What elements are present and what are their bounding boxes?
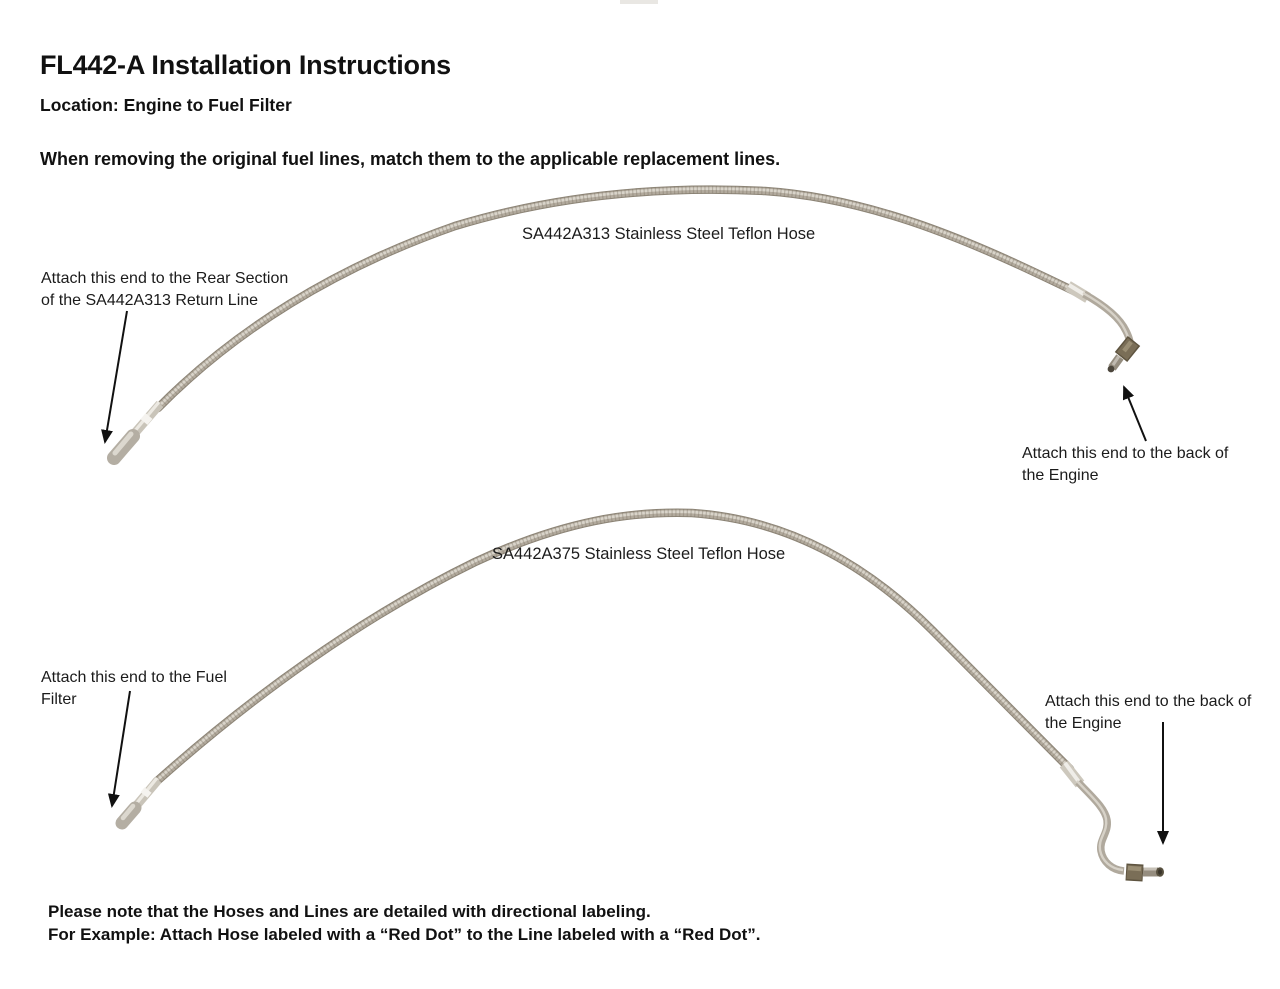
hose2-left-fitting-band	[144, 790, 148, 795]
hose2-bent-tube	[1078, 782, 1124, 871]
directional-labeling-note-line1: Please note that the Hoses and Lines are detailed with directional labeling.	[48, 902, 651, 921]
hose2-left-fitting	[122, 778, 158, 823]
hose1-bent-tube	[1084, 294, 1130, 349]
hose1-tip-opening	[1108, 366, 1115, 373]
hose2-left-annotation	[41, 667, 227, 710]
hose2-right-fitting	[1064, 763, 1164, 877]
hose1-left-fitting	[114, 402, 160, 458]
hose2-brass-nut	[1127, 872, 1142, 873]
hose1-right-annotation-line1: Attach this end to the back of	[1022, 445, 1229, 462]
hose1-left-annotation-line2: of the SA442A313 Return Line	[41, 291, 259, 309]
hose2-brass-nut-highlight	[1128, 868, 1141, 869]
location-subtitle: Location: Engine to Fuel Filter	[40, 95, 292, 115]
hose1-left-annotation-line1: Attach this end to the Rear Section	[41, 270, 289, 287]
page-title: FL442-A Installation Instructions	[40, 50, 451, 80]
hose2-tip-opening-inner	[1158, 869, 1162, 874]
directional-labeling-note-line2: For Example: Attach Hose labeled with a “Red Dot” to the Line labeled with a “Red Dot”.	[48, 925, 761, 944]
hose1-left-annotation	[41, 268, 288, 311]
hose1-label: SA442A313 Stainless Steel Teflon Hose	[522, 225, 816, 243]
hose2-photo	[122, 512, 1164, 877]
hose1-left-fitting-band	[144, 416, 149, 422]
hose2-left-annotation-line2: Filter	[41, 690, 77, 708]
hose2-label: SA442A375 Stainless Steel Teflon Hose	[492, 545, 786, 563]
hose1-right-fitting	[1068, 285, 1134, 372]
hose1-braid-highlight	[158, 189, 1078, 407]
annotation-arrows	[105, 311, 1163, 843]
hose2-left-annotation-line1: Attach this end to the Fuel	[41, 669, 227, 686]
hose2-right-annotation	[1045, 691, 1251, 734]
directional-labeling-note	[48, 900, 761, 946]
hose2-right-annotation-line2: the Engine	[1045, 714, 1122, 732]
hose1-right-annotation-line2: the Engine	[1022, 466, 1099, 484]
instruction-text: When removing the original fuel lines, match them to the applicable replacement lines.	[40, 149, 781, 169]
hose1-right-annotation	[1022, 443, 1228, 486]
hose1-right-annotation-arrow	[1124, 387, 1146, 441]
hose1-left-annotation-arrow	[105, 311, 127, 442]
hose2-right-annotation-line1: Attach this end to the back of	[1045, 693, 1252, 710]
